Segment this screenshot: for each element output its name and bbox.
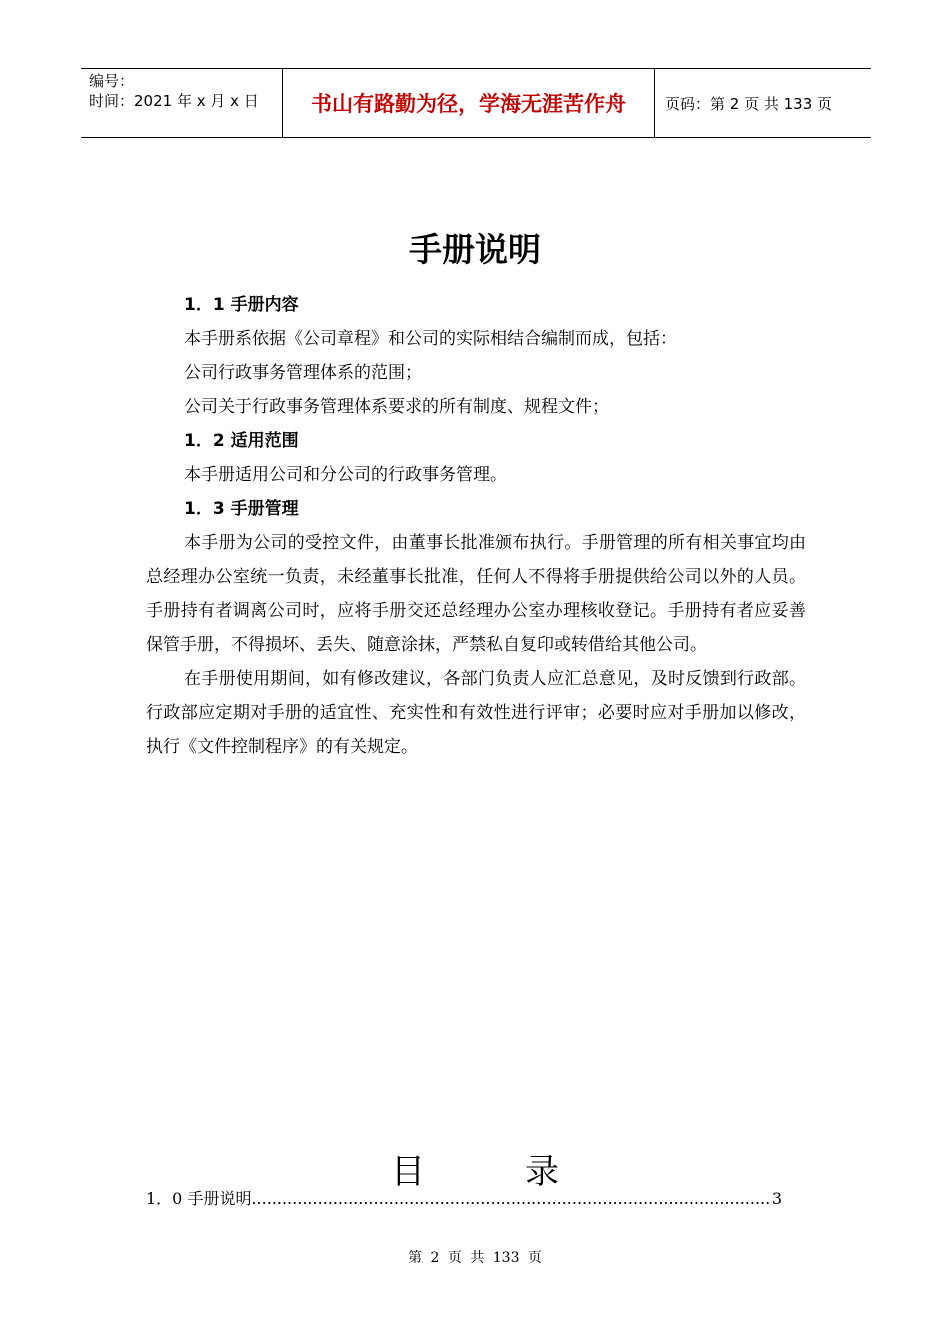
- page-footer: 第 2 页 共 133 页: [408, 1250, 542, 1266]
- body-line: 公司行政事务管理体系的范围；: [184, 363, 422, 383]
- toc-title: 目录: [391, 1152, 659, 1192]
- body-line: 本手册系依据《公司章程》和公司的实际相结合编制而成，包括：: [184, 329, 677, 349]
- toc-entry[interactable]: [146, 1186, 782, 1209]
- body-paragraph: 本手册为公司的受控文件，由董事长批准颁布执行。手册管理的所有相关事宜均由总经理办公室统一负责，未经董事长批准，任何人不得将手册提供给公司以外的人员。手册持有者调离公司时，应将手册交还总经理办公室办理核收登记。手册持有者应妥善保管手册，不得损坏、丢失、随意涂抹，严禁私自复印或转借给其他公司。: [146, 533, 806, 655]
- section-heading: 1．3 手册管理: [184, 499, 299, 519]
- toc-entry-page: 3: [771, 1189, 782, 1208]
- header-motto: 书山有路勤为径，学海无涯苦作舟: [282, 69, 655, 137]
- main-content: [146, 288, 806, 764]
- doc-number-label: 编号：: [89, 72, 135, 90]
- header-table: [81, 68, 871, 138]
- toc-entry-label: 1．0 手册说明: [146, 1189, 252, 1208]
- header-left-cell: [81, 69, 282, 137]
- section-heading: 1．1 手册内容: [184, 295, 299, 315]
- toc-leader-dots: [251, 1189, 771, 1208]
- page-title: 手册说明: [409, 230, 541, 269]
- header-page-info: 页码：第 2 页 共 133 页: [665, 94, 833, 113]
- section-heading: 1．2 适用范围: [184, 431, 299, 451]
- body-line: 公司关于行政事务管理体系要求的所有制度、规程文件；: [184, 397, 609, 417]
- body-paragraph: 在手册使用期间，如有修改建议，各部门负责人应汇总意见，及时反馈到行政部。行政部应定期对手册的适宜性、充实性和有效性进行评审；必要时应对手册加以修改，执行《文件控制程序》的有关规定。: [146, 669, 806, 757]
- date-line: 时间：2021 年 x 月 x 日: [89, 92, 259, 110]
- body-line: 本手册适用公司和分公司的行政事务管理。: [184, 465, 507, 485]
